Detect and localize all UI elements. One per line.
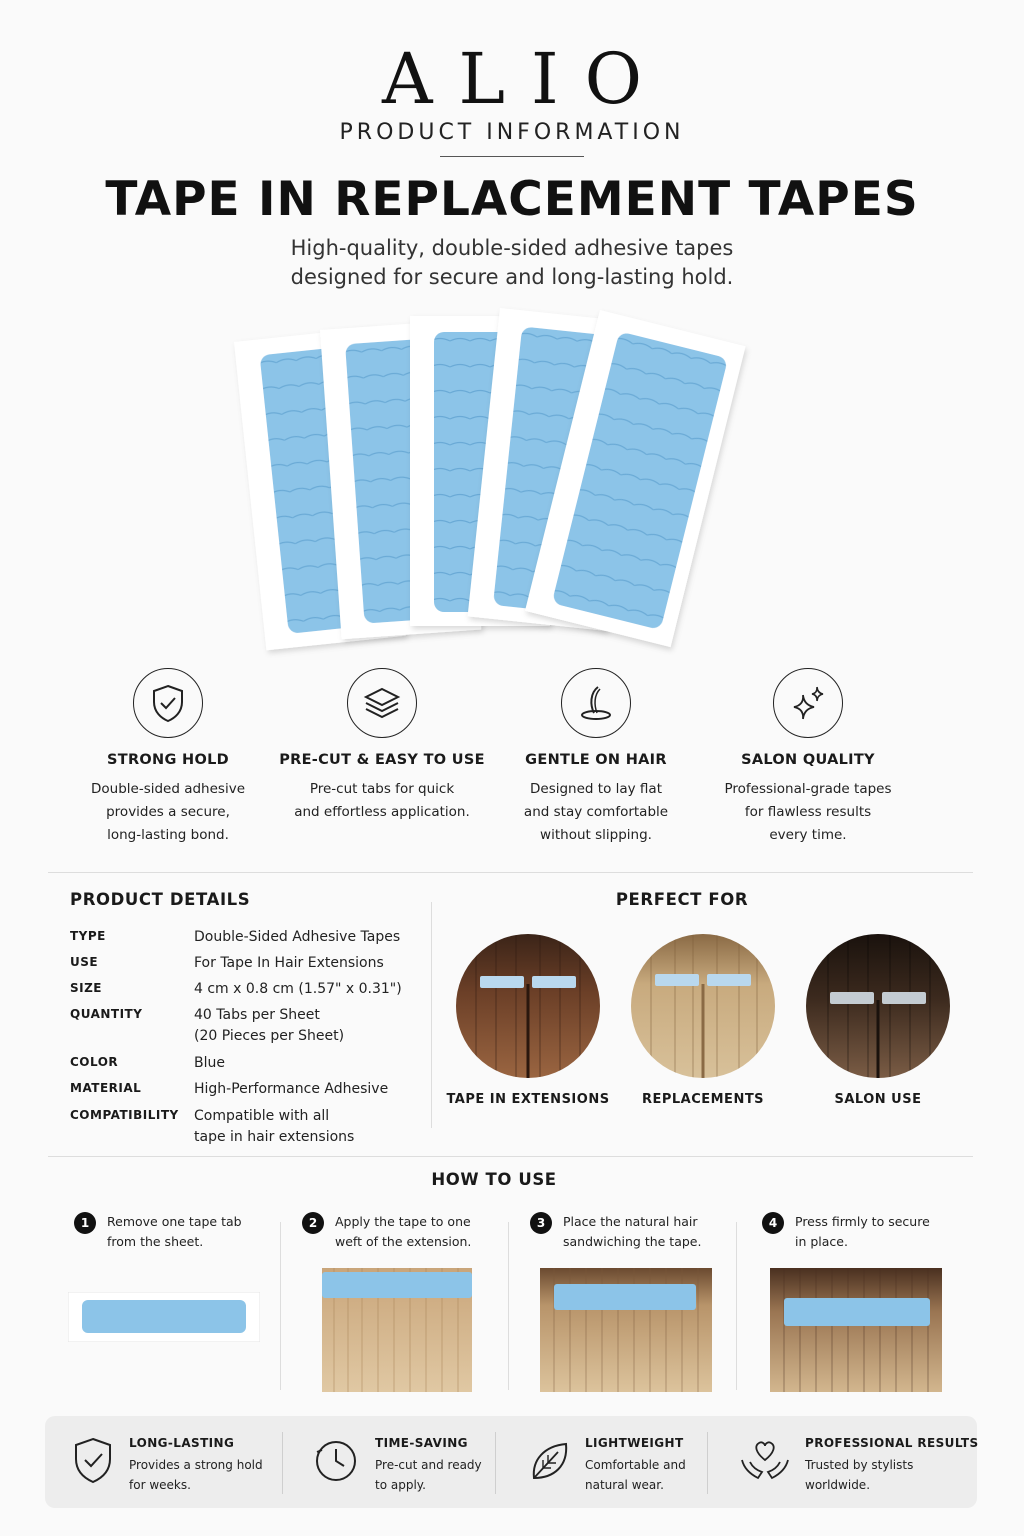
detail-row-material xyxy=(70,1079,430,1100)
step-text xyxy=(795,1212,945,1252)
salon-use-photo xyxy=(806,934,950,1078)
tape-tab-image xyxy=(68,1292,260,1342)
detail-value xyxy=(194,927,400,948)
step-divider xyxy=(736,1222,737,1390)
step-text-line: weft of the extension. xyxy=(335,1234,472,1249)
benefit-title: TIME-SAVING xyxy=(375,1436,468,1450)
step-text xyxy=(563,1212,713,1252)
clock-icon xyxy=(313,1438,359,1488)
leaf-icon xyxy=(528,1438,572,1488)
section-divider xyxy=(48,872,973,873)
feature-desc-line: Pre-cut tabs for quick xyxy=(309,781,455,797)
benefit-professional-results xyxy=(805,1436,979,1495)
feature-desc xyxy=(63,778,273,847)
feature-desc xyxy=(277,778,487,824)
feature-desc-line: without slipping. xyxy=(540,827,652,843)
feature-desc-line: long-lasting bond. xyxy=(107,827,229,843)
step-text-line: Place the natural hair xyxy=(563,1214,698,1229)
step-text-line: Apply the tape to one xyxy=(335,1214,471,1229)
detail-value xyxy=(194,1053,225,1074)
benefit-divider xyxy=(495,1432,496,1494)
benefit-divider xyxy=(282,1432,283,1494)
step-text-line: Remove one tape tab xyxy=(107,1214,242,1229)
feature-desc xyxy=(491,778,701,847)
detail-label: QUANTITY xyxy=(70,1007,143,1021)
feature-desc xyxy=(703,778,913,847)
detail-value xyxy=(194,1106,354,1148)
benefit-desc-line: for weeks. xyxy=(129,1478,191,1492)
sparkle-icon xyxy=(773,668,843,738)
perfect-for-label: REPLACEMENTS xyxy=(641,1092,765,1107)
feature-title: PRE-CUT & EASY TO USE xyxy=(279,752,485,768)
detail-label: COMPATIBILITY xyxy=(70,1108,179,1122)
step-text xyxy=(335,1212,485,1252)
detail-row-compatibility xyxy=(70,1106,430,1148)
feature-desc-line: and stay comfortable xyxy=(523,804,669,820)
benefit-title: LIGHTWEIGHT xyxy=(585,1436,684,1450)
benefit-desc xyxy=(375,1455,482,1495)
feature-desc-line: Professional-grade tapes xyxy=(724,781,892,797)
detail-value-line: tape in hair extensions xyxy=(194,1129,355,1145)
detail-row-type xyxy=(70,927,430,948)
benefit-divider xyxy=(707,1432,708,1494)
detail-value-line: 40 Tabs per Sheet xyxy=(194,1007,320,1023)
step-text-line: sandwiching the tape. xyxy=(563,1234,702,1249)
benefit-desc-line: Comfortable and xyxy=(585,1458,686,1472)
feature-desc-line: Designed to lay flat xyxy=(530,781,662,797)
feature-title: STRONG HOLD xyxy=(107,752,229,768)
hair-strand-icon xyxy=(561,668,631,738)
step-number: 3 xyxy=(530,1212,552,1234)
feature-desc-line: Double-sided adhesive xyxy=(90,781,245,797)
benefit-desc xyxy=(805,1455,979,1495)
detail-row-color xyxy=(70,1053,430,1074)
benefit-title: PROFESSIONAL RESULTS xyxy=(805,1436,979,1450)
tagline-line-2: designed for secure and long-lasting hold. xyxy=(290,265,734,289)
detail-value-line: (20 Pieces per Sheet) xyxy=(194,1028,345,1044)
feature-desc-line: for flawless results xyxy=(744,804,872,820)
brand-logo: ALIO xyxy=(381,38,669,120)
shield-check-icon xyxy=(133,668,203,738)
step-divider xyxy=(508,1222,509,1390)
detail-label: TYPE xyxy=(70,929,106,943)
page-title: TAPE IN REPLACEMENT TAPES xyxy=(105,172,919,227)
detail-value-line: Compatible with all xyxy=(194,1108,330,1124)
detail-value xyxy=(194,979,402,1000)
detail-value xyxy=(194,953,384,974)
feature-pre-cut xyxy=(277,668,487,824)
benefit-desc-line: Provides a strong hold xyxy=(129,1458,263,1472)
benefit-desc xyxy=(129,1455,263,1495)
step-text-line: in place. xyxy=(795,1234,848,1249)
detail-value xyxy=(194,1005,344,1047)
feature-strong-hold xyxy=(63,668,273,847)
benefit-lightweight xyxy=(585,1436,686,1495)
step-divider xyxy=(280,1222,281,1390)
detail-row-size xyxy=(70,979,430,1000)
benefit-desc xyxy=(585,1455,686,1495)
tagline-line-1: High-quality, double-sided adhesive tapes xyxy=(290,236,734,260)
step-number: 1 xyxy=(74,1212,96,1234)
detail-label: MATERIAL xyxy=(70,1081,142,1095)
detail-value xyxy=(194,1079,388,1100)
benefit-desc-line: Pre-cut and ready xyxy=(375,1458,482,1472)
detail-label: USE xyxy=(70,955,99,969)
detail-value-line: For Tape In Hair Extensions xyxy=(194,955,384,971)
tagline xyxy=(0,234,1024,292)
press-secure-photo xyxy=(770,1268,942,1392)
shield-check-icon xyxy=(72,1436,114,1490)
detail-label: COLOR xyxy=(70,1055,119,1069)
benefit-desc-line: to apply. xyxy=(375,1478,426,1492)
benefit-desc-line: Trusted by stylists xyxy=(805,1458,914,1472)
feature-salon-quality xyxy=(703,668,913,847)
replacements-photo xyxy=(631,934,775,1078)
subtitle-divider xyxy=(440,156,584,157)
sandwich-hair-photo xyxy=(540,1268,712,1392)
benefit-desc-line: natural wear. xyxy=(585,1478,664,1492)
detail-value-line: High-Performance Adhesive xyxy=(194,1081,389,1097)
benefit-desc-line: worldwide. xyxy=(805,1478,871,1492)
feature-title: SALON QUALITY xyxy=(741,752,875,768)
how-to-heading: HOW TO USE xyxy=(431,1170,557,1189)
feature-desc-line: and effortless application. xyxy=(294,804,470,820)
hands-heart-icon xyxy=(738,1436,792,1490)
detail-row-use xyxy=(70,953,430,974)
step-text-line: from the sheet. xyxy=(107,1234,204,1249)
step-number: 2 xyxy=(302,1212,324,1234)
detail-value-line: Double-Sided Adhesive Tapes xyxy=(194,929,401,945)
benefit-long-lasting xyxy=(129,1436,263,1495)
feature-title: GENTLE ON HAIR xyxy=(525,752,667,768)
benefit-time-saving xyxy=(375,1436,482,1495)
step-text xyxy=(107,1212,257,1252)
column-divider xyxy=(431,902,432,1128)
apply-tape-photo xyxy=(310,1268,482,1392)
tape-sheets-image xyxy=(220,300,810,660)
perfect-for-heading: PERFECT FOR xyxy=(615,890,749,909)
details-heading: PRODUCT DETAILS xyxy=(70,890,251,909)
step-number: 4 xyxy=(762,1212,784,1234)
perfect-for-label: SALON USE xyxy=(834,1092,922,1107)
tape-extensions-photo xyxy=(456,934,600,1078)
detail-value-line: 4 cm x 0.8 cm (1.57" x 0.31") xyxy=(194,981,402,997)
step-text-line: Press firmly to secure xyxy=(795,1214,930,1229)
perfect-for-label: TAPE IN EXTENSIONS xyxy=(446,1092,610,1107)
detail-value-line: Blue xyxy=(194,1055,225,1071)
benefit-title: LONG-LASTING xyxy=(129,1436,235,1450)
page-subtitle: PRODUCT INFORMATION xyxy=(339,120,685,145)
section-divider xyxy=(48,1156,973,1157)
feature-desc-line: every time. xyxy=(769,827,847,843)
layers-icon xyxy=(347,668,417,738)
feature-desc-line: provides a secure, xyxy=(106,804,230,820)
detail-label: SIZE xyxy=(70,981,103,995)
feature-gentle-on-hair xyxy=(491,668,701,847)
detail-row-quantity xyxy=(70,1005,430,1047)
